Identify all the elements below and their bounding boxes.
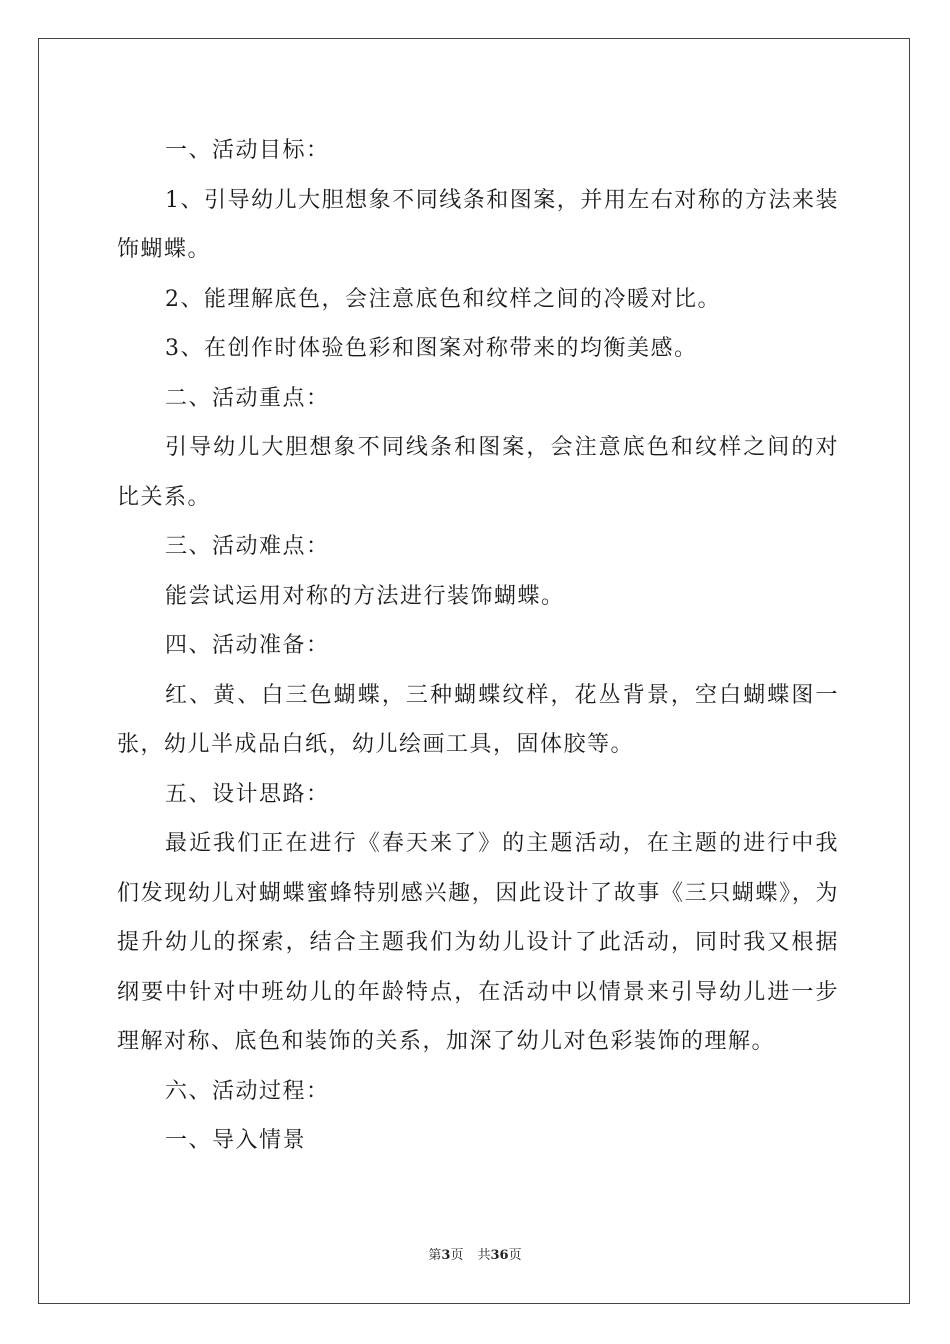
heading-activity-difficulty: 三、活动难点： <box>165 534 330 559</box>
total-pages: 36 <box>490 1248 509 1263</box>
focus-paragraph: 引导幼儿大胆想象不同线条和图案，会注意底色和纹样之间的对比关系。 <box>117 435 839 510</box>
heading-design-idea: 五、设计思路： <box>165 781 330 807</box>
document-body <box>117 126 839 1166</box>
heading-activity-process: 六、活动过程： <box>165 1078 330 1104</box>
preparation-paragraph: 红、黄、白三色蝴蝶，三种蝴蝶纹样，花丛背景，空白蝴蝶图一张，幼儿半成品白纸，幼儿绘画工具，固体胶等。 <box>117 682 839 757</box>
page-prefix: 第 <box>428 1248 442 1263</box>
total-suffix: 页 <box>508 1248 522 1263</box>
difficulty-paragraph: 能尝试运用对称的方法进行装饰蝴蝶。 <box>165 583 565 609</box>
goal-item-1: 1、引导幼儿大胆想象不同线条和图案，并用左右对称的方法来装饰蝴蝶。 <box>117 187 839 262</box>
heading-activity-preparation: 四、活动准备： <box>165 633 330 658</box>
page-footer <box>0 1246 950 1266</box>
total-prefix: 共 <box>477 1248 491 1263</box>
design-idea-paragraph: 最近我们正在进行《春天来了》的主题活动，在主题的进行中我们发现幼儿对蝴蝶蜜蜂特别感兴趣，因此设计了故事《三只蝴蝶》，为提升幼儿的探索，结合主题我们为幼儿设计了此活动，同时我又根据纲要中针对中班幼儿的年龄特点，在活动中以情景来引导幼儿进一步理解对称、底色和装饰的关系，加深了幼儿对色彩装饰的理解。 <box>117 831 839 1054</box>
heading-activity-focus: 二、活动重点： <box>165 385 330 411</box>
page-number: 3 <box>441 1248 451 1263</box>
heading-activity-goals: 一、活动目标： <box>165 138 330 163</box>
goal-item-3: 3、在创作时体验色彩和图案对称带来的均衡美感。 <box>165 336 698 361</box>
goal-item-2: 2、能理解底色，会注意底色和纹样之间的冷暖对比。 <box>165 286 721 312</box>
page-suffix: 页 <box>450 1248 464 1263</box>
process-step-1: 一、导入情景 <box>165 1128 307 1153</box>
